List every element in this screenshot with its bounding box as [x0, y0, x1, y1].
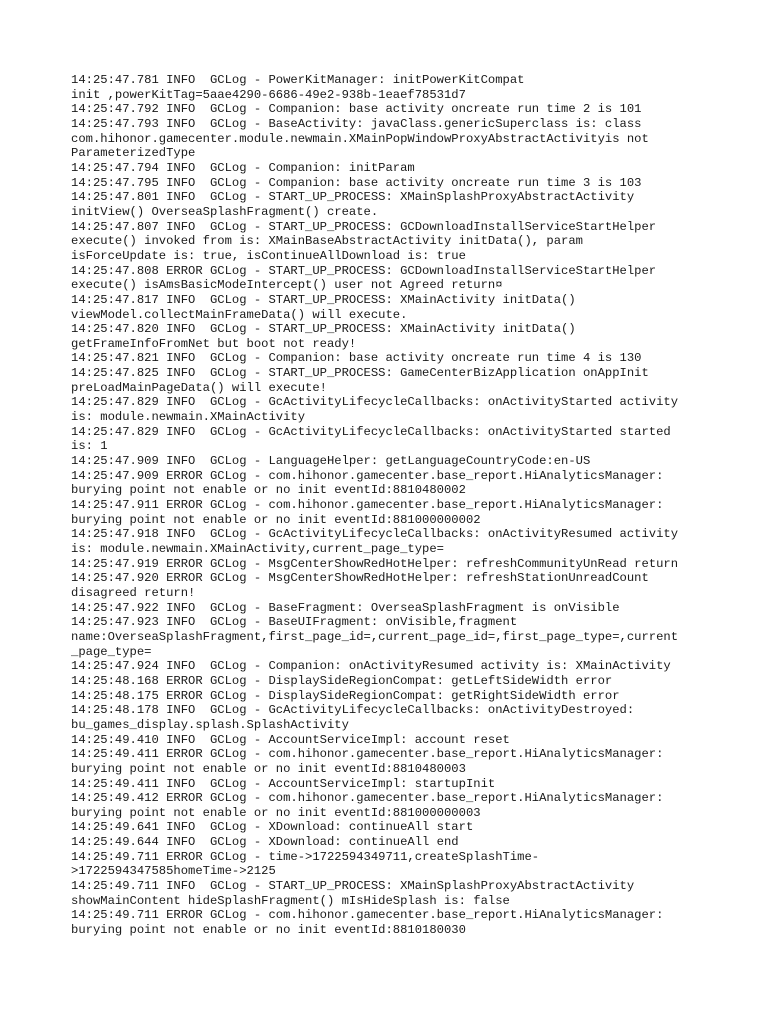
log-line: showMainContent hideSplashFragment() mIsHideSplash is: false [71, 893, 510, 908]
log-line: com.hihonor.gamecenter.module.newmain.XMainPopWindowProxyAbstractActivityis not [71, 131, 649, 146]
log-line: 14:25:47.909 ERROR GCLog - com.hihonor.gamecenter.base_report.HiAnalyticsManager: [71, 468, 664, 483]
log-line: 14:25:47.829 INFO GCLog - GcActivityLifecycleCallbacks: onActivityStarted activity [71, 395, 679, 410]
log-line: 14:25:47.911 ERROR GCLog - com.hihonor.gamecenter.base_report.HiAnalyticsManager: [71, 498, 664, 513]
log-line: 14:25:47.808 ERROR GCLog - START_UP_PROCESS: GCDownloadInstallServiceStartHelper [71, 263, 657, 278]
log-line: ParameterizedType [71, 146, 196, 161]
log-line: isForceUpdate is: true, isContinueAllDownload is: true [71, 248, 466, 263]
log-line: initView() OverseaSplashFragment() create. [71, 204, 379, 219]
log-line: is: module.newmain.XMainActivity,current_page_type= [71, 542, 444, 556]
log-line: 14:25:47.792 INFO GCLog - Companion: base activity oncreate run time 2 is 101 [71, 102, 642, 117]
log-line: 14:25:49.412 ERROR GCLog - com.hihonor.gamecenter.base_report.HiAnalyticsManager: [71, 791, 664, 806]
log-line: burying point not enable or no init eventId:8810480003 [71, 761, 466, 776]
log-line: 14:25:47.821 INFO GCLog - Companion: base activity oncreate run time 4 is 130 [71, 351, 642, 366]
log-line: burying point not enable or no init eventId:8810480002 [71, 483, 466, 498]
log-line: 14:25:48.178 INFO GCLog - GcActivityLifecycleCallbacks: onActivityDestroyed: [71, 703, 635, 718]
log-line: 14:25:47.820 INFO GCLog - START_UP_PROCESS: XMainActivity initData() [71, 322, 576, 337]
log-line: 14:25:49.711 ERROR GCLog - time->1722594349711,createSplashTime- [71, 849, 540, 864]
log-line: 14:25:47.924 INFO GCLog - Companion: onActivityResumed activity is: XMainActivity [71, 659, 671, 674]
log-line: 14:25:47.795 INFO GCLog - Companion: base activity oncreate run time 3 is 103 [71, 175, 642, 190]
log-line: 14:25:49.644 INFO GCLog - XDownload: continueAll end [71, 835, 459, 850]
log-line: 14:25:49.411 ERROR GCLog - com.hihonor.gamecenter.base_report.HiAnalyticsManager: [71, 747, 664, 762]
log-line: 14:25:47.922 INFO GCLog - BaseFragment: OverseaSplashFragment is onVisible [71, 600, 620, 615]
log-line: burying point not enable or no init eventId:881000000003 [71, 805, 481, 820]
log-line: is: 1 [71, 439, 108, 454]
log-line: _page_type= [71, 644, 152, 659]
log-line: 14:25:47.781 INFO GCLog - PowerKitManager: initPowerKitCompat [71, 73, 525, 87]
log-line: 14:25:47.801 INFO GCLog - START_UP_PROCESS: XMainSplashProxyAbstractActivity [71, 190, 635, 205]
log-line: execute() isAmsBasicModeIntercept() user not Agreed return¤ [71, 278, 503, 293]
log-line: 14:25:47.919 ERROR GCLog - MsgCenterShowRedHotHelper: refreshCommunityUnRead return [71, 556, 679, 571]
log-line: 14:25:47.918 INFO GCLog - GcActivityLifecycleCallbacks: onActivityResumed activity [71, 527, 679, 542]
log-line: 14:25:47.807 INFO GCLog - START_UP_PROCESS: GCDownloadInstallServiceStartHelper [71, 219, 657, 234]
log-line: 14:25:47.817 INFO GCLog - START_UP_PROCESS: XMainActivity initData() [71, 292, 576, 307]
log-line: 14:25:47.909 INFO GCLog - LanguageHelper: getLanguageCountryCode:en-US [71, 454, 591, 469]
log-line: 14:25:49.711 ERROR GCLog - com.hihonor.gamecenter.base_report.HiAnalyticsManager: [71, 908, 664, 923]
log-line: 14:25:49.641 INFO GCLog - XDownload: continueAll start [71, 820, 474, 835]
log-line: 14:25:48.168 ERROR GCLog - DisplaySideRegionCompat: getLeftSideWidth error [71, 673, 613, 688]
log-line: getFrameInfoFromNet but boot not ready! [71, 336, 357, 351]
log-text-block [71, 73, 711, 938]
log-line: 14:25:47.923 INFO GCLog - BaseUIFragment: onVisible,fragment [71, 615, 518, 630]
log-line: 14:25:49.711 INFO GCLog - START_UP_PROCESS: XMainSplashProxyAbstractActivity [71, 879, 635, 894]
log-line: 14:25:47.793 INFO GCLog - BaseActivity: javaClass.genericSuperclass is: class [71, 116, 642, 131]
log-line: >1722594347585homeTime->2125 [71, 864, 276, 879]
log-line: disagreed return! [71, 585, 196, 600]
log-line: burying point not enable or no init eventId:881000000002 [71, 512, 481, 527]
log-line: burying point not enable or no init eventId:8810180030 [71, 923, 466, 938]
log-line: init ,powerKitTag=5aae4290-6686-49e2-938b-1eaef78531d7 [71, 87, 466, 102]
log-line: viewModel.collectMainFrameData() will execute. [71, 307, 408, 322]
log-line: bu_games_display.splash.SplashActivity [71, 717, 349, 732]
log-line: 14:25:49.410 INFO GCLog - AccountServiceImpl: account reset [71, 732, 510, 747]
log-line: 14:25:47.829 INFO GCLog - GcActivityLifecycleCallbacks: onActivityStarted started [71, 424, 671, 439]
log-line: name:OverseaSplashFragment,first_page_id=,current_page_id=,first_page_type=,current [71, 629, 679, 644]
log-line: 14:25:49.411 INFO GCLog - AccountServiceImpl: startupInit [71, 776, 496, 791]
log-line: 14:25:47.794 INFO GCLog - Companion: initParam [71, 160, 415, 175]
log-line: preLoadMainPageData() will execute! [71, 380, 327, 395]
log-line: 14:25:47.920 ERROR GCLog - MsgCenterShowRedHotHelper: refreshStationUnreadCount [71, 571, 649, 586]
log-line: 14:25:48.175 ERROR GCLog - DisplaySideRegionCompat: getRightSideWidth error [71, 688, 620, 703]
log-line: 14:25:47.825 INFO GCLog - START_UP_PROCESS: GameCenterBizApplication onAppInit [71, 366, 649, 381]
log-line: is: module.newmain.XMainActivity [71, 410, 306, 425]
log-line: execute() invoked from is: XMainBaseAbstractActivity initData(), param [71, 234, 583, 249]
